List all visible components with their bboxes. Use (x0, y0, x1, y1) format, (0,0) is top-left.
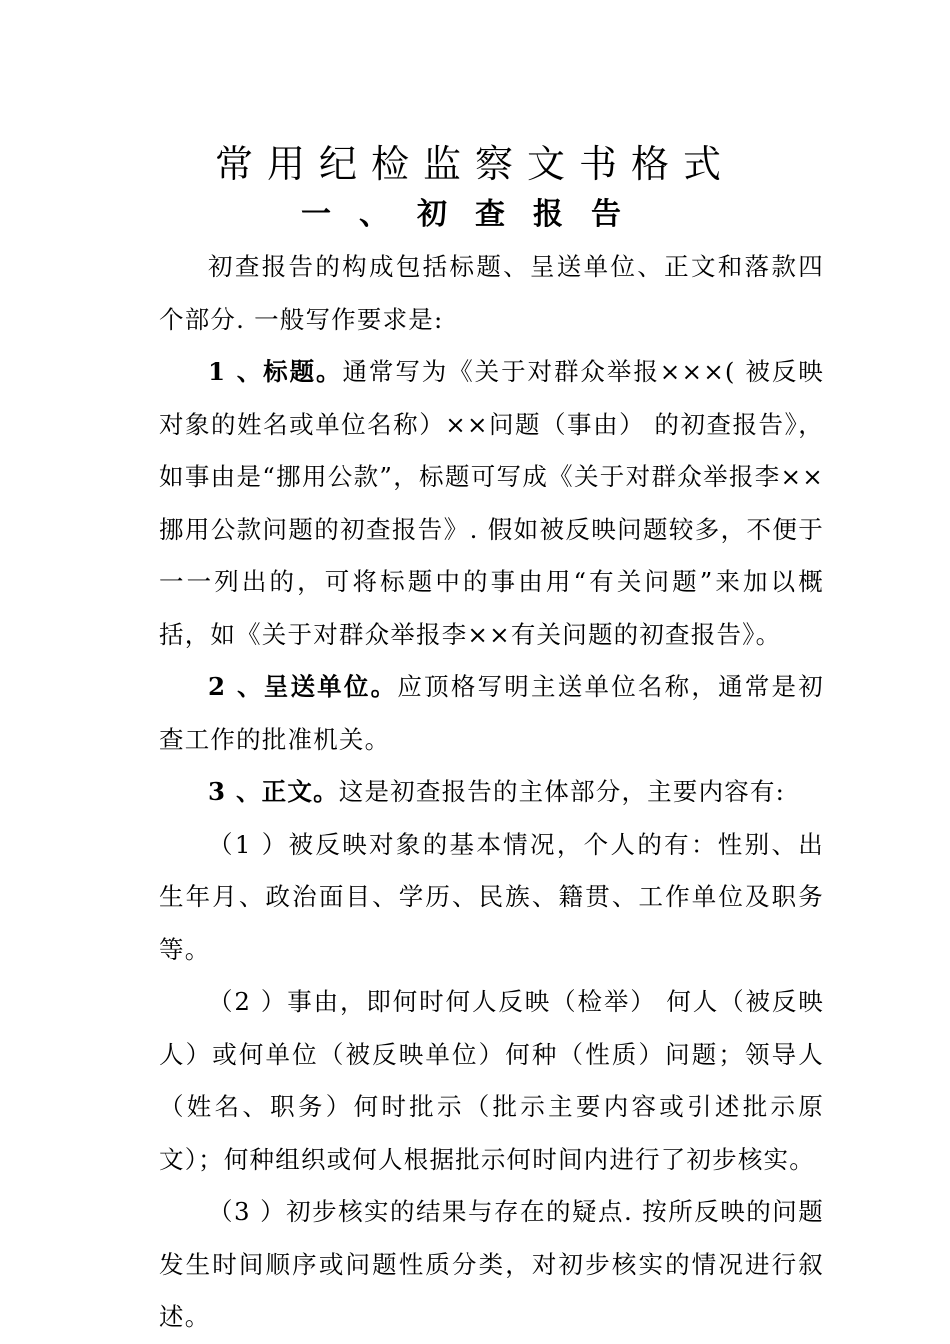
item-title-text: 通常写为《关于对群众举报×××( 被反映对象的姓名或单位名称）××问题（事由） 的初查报告》，如事由是“挪用公款”，标题可写成《关于对群众举报李××挪用公款问题的初查报告》. 假如被反映问题较多，不便于一一列出的，可将标题中的事由用“有关问题”来加以概括，如《关于对群众举报李××有关问题的初查报告》。 (159, 357, 824, 649)
section-heading: 一、初查报告 (301, 197, 649, 232)
intro-paragraph: 初查报告的构成包括标题、呈送单位、正文和落款四个部分. 一般写作要求是: (159, 252, 824, 334)
item-title-label: 1 、标题。 (208, 357, 343, 386)
subitem-2-paragraph: （2 ）事由，即何时何人反映（检举） 何人（被反映人）或何单位（被反映单位）何种（性质）问题；领导人（姓名、职务）何时批示（批示主要内容或引述批示原文）；何种组织或何人根据批示何时间内进行了初步核实。 (159, 987, 824, 1174)
item-body-label: 3 、正文。 (208, 777, 339, 806)
document-body (159, 241, 824, 1344)
subitem-1-paragraph: （1 ）被反映对象的基本情况，个人的有：性别、出生年月、政治面目、学历、民族、籍贯、工作单位及职务等。 (159, 829, 824, 964)
item-body-paragraph (159, 766, 824, 819)
item-recipient-text: 应顶格写明主送单位名称，通常是初查工作的批准机关。 (159, 672, 824, 754)
item-title-paragraph (159, 346, 824, 661)
subitem-3-paragraph: （3 ）初步核实的结果与存在的疑点. 按所反映的问题发生时间顺序或问题性质分类，对初步核实的情况进行叙述。 (159, 1197, 824, 1331)
item-recipient-paragraph (159, 661, 824, 766)
item-recipient-label: 2 、呈送单位。 (208, 672, 398, 701)
item-body-text: 这是初查报告的主体部分，主要内容有: (338, 777, 786, 806)
document-title: 常用纪检监察文书格式 (214, 142, 735, 186)
